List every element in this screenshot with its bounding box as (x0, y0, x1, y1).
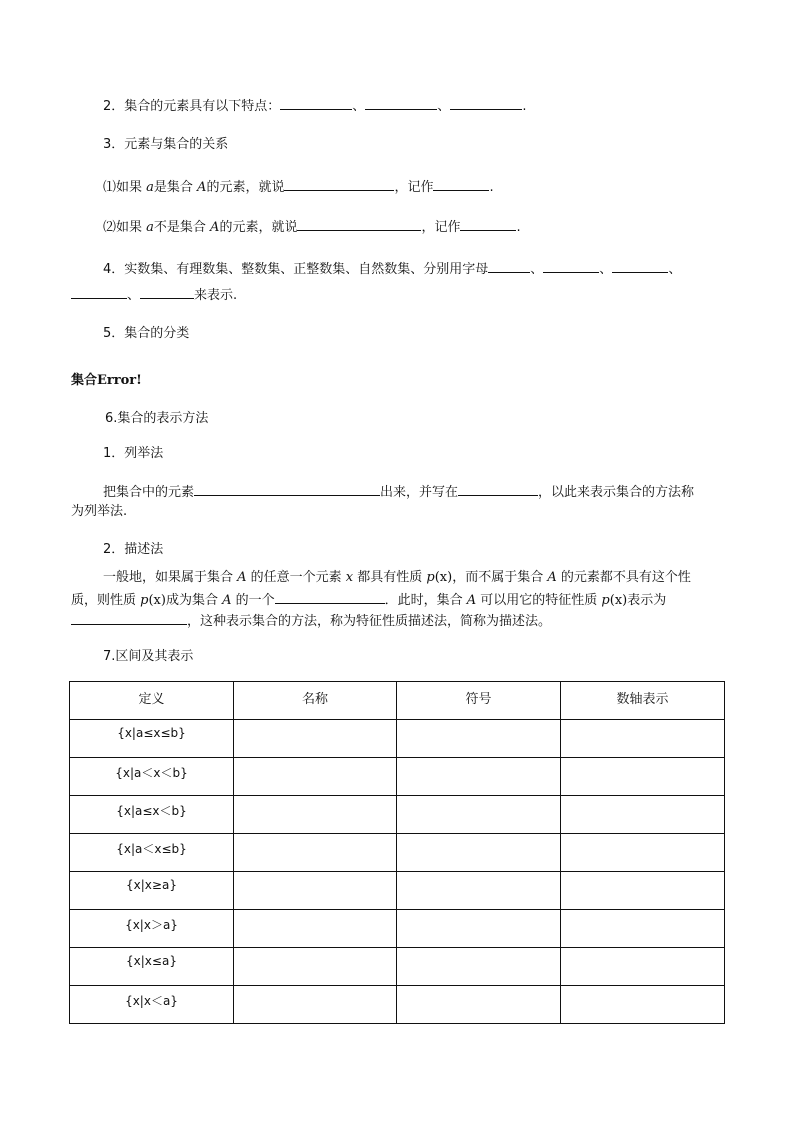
header-symbol: 符号 (397, 682, 561, 720)
q2-sep-1: 、 (352, 99, 366, 114)
q4-blank-3[interactable] (612, 258, 668, 273)
method1-title: 1．列举法 (103, 446, 164, 461)
q4-blank-2[interactable] (543, 258, 599, 273)
q2-line (103, 95, 526, 117)
row-name-cell[interactable] (234, 758, 397, 796)
q4-blank-4[interactable] (71, 284, 127, 299)
row-number-line-cell[interactable] (561, 986, 725, 1024)
interval-table (69, 681, 725, 1024)
method1-blank-2[interactable] (458, 481, 538, 496)
interval-table-header (70, 682, 725, 720)
method1-line1: 把集合中的元素 出来，并写在 ，以此来表示集合的方法称 (103, 481, 694, 503)
header-name: 名称 (234, 682, 397, 720)
row-definition: {x|x＞a} (70, 910, 234, 948)
row-name-cell[interactable] (234, 720, 397, 758)
row-symbol-cell[interactable] (397, 910, 561, 948)
table-row (70, 720, 725, 758)
row-name-cell[interactable] (234, 948, 397, 986)
row-symbol-cell[interactable] (397, 986, 561, 1024)
row-symbol-cell[interactable] (397, 720, 561, 758)
row-symbol-cell[interactable] (397, 948, 561, 986)
q4-line2: 、 来表示. (71, 284, 237, 306)
q3-p1-blank-1[interactable] (284, 176, 394, 191)
row-number-line-cell[interactable] (561, 948, 725, 986)
row-definition: {x|x≥a} (70, 872, 234, 910)
q6-title: 6.集合的表示方法 (105, 411, 209, 426)
row-number-line-cell[interactable] (561, 834, 725, 872)
q2-end: . (522, 99, 527, 114)
table-row (70, 834, 725, 872)
row-definition: {x|x＜a} (70, 986, 234, 1024)
table-row (70, 796, 725, 834)
q4-blank-5[interactable] (140, 284, 194, 299)
method2-blank-2[interactable] (71, 610, 187, 625)
table-row (70, 986, 725, 1024)
method2-blank-1[interactable] (275, 589, 385, 604)
method2-line1: 一般地，如果属于集合 A 的任意一个元素 x 都具有性质 p(x)，而不属于集合 A 的元素都不具有这个性 (103, 570, 691, 585)
row-symbol-cell[interactable] (397, 834, 561, 872)
q2-text: 2．集合的元素具有以下特点： (103, 99, 281, 114)
q3-p2-blank-1[interactable] (297, 216, 421, 231)
q4-blank-1[interactable] (488, 258, 530, 273)
q5-title: 5．集合的分类 (103, 326, 190, 341)
row-number-line-cell[interactable] (561, 720, 725, 758)
classification-error-line: 集合Error! (71, 373, 142, 388)
method1-line2: 为列举法. (71, 504, 128, 519)
table-row (70, 872, 725, 910)
q3-p2-blank-2[interactable] (460, 216, 516, 231)
row-symbol-cell[interactable] (397, 796, 561, 834)
q4-line1: 4．实数集、有理数集、整数集、正整数集、自然数集、分别用字母 、 、 、 (103, 258, 681, 280)
q3-part2: ⑵如果 a不是集合 A的元素，就说 ，记作 . (103, 216, 521, 238)
q3-title: 3．元素与集合的关系 (103, 137, 229, 152)
row-number-line-cell[interactable] (561, 796, 725, 834)
header-definition: 定义 (70, 682, 234, 720)
row-name-cell[interactable] (234, 834, 397, 872)
q2-sep-2: 、 (437, 99, 451, 114)
row-definition: {x|x≤a} (70, 948, 234, 986)
q3-p1-blank-2[interactable] (433, 176, 489, 191)
row-name-cell[interactable] (234, 872, 397, 910)
table-row (70, 910, 725, 948)
row-name-cell[interactable] (234, 986, 397, 1024)
row-number-line-cell[interactable] (561, 910, 725, 948)
method2-line3: ，这种表示集合的方法，称为特征性质描述法，简称为描述法。 (71, 610, 551, 632)
method2-line2: 质，则性质 p(x)成为集合 A 的一个 ．此时，集合 A 可以用它的特征性质 p(x)表示为 (71, 589, 666, 611)
method1-blank-1[interactable] (194, 481, 380, 496)
row-definition: {x|a＜x＜b} (70, 758, 234, 796)
row-number-line-cell[interactable] (561, 758, 725, 796)
row-number-line-cell[interactable] (561, 872, 725, 910)
row-definition: {x|a≤x≤b} (70, 720, 234, 758)
q2-blank-2[interactable] (365, 95, 437, 110)
table-row (70, 948, 725, 986)
q2-blank-3[interactable] (450, 95, 522, 110)
q7-title: 7.区间及其表示 (103, 649, 194, 664)
method2-title: 2．描述法 (103, 542, 164, 557)
table-row (70, 758, 725, 796)
row-definition: {x|a≤x＜b} (70, 796, 234, 834)
row-symbol-cell[interactable] (397, 758, 561, 796)
q2-blank-1[interactable] (280, 95, 352, 110)
q3-part1: ⑴如果 a是集合 A的元素，就说 ，记作 . (103, 176, 494, 198)
row-symbol-cell[interactable] (397, 872, 561, 910)
row-name-cell[interactable] (234, 796, 397, 834)
header-number-line: 数轴表示 (561, 682, 725, 720)
row-name-cell[interactable] (234, 910, 397, 948)
row-definition: {x|a＜x≤b} (70, 834, 234, 872)
